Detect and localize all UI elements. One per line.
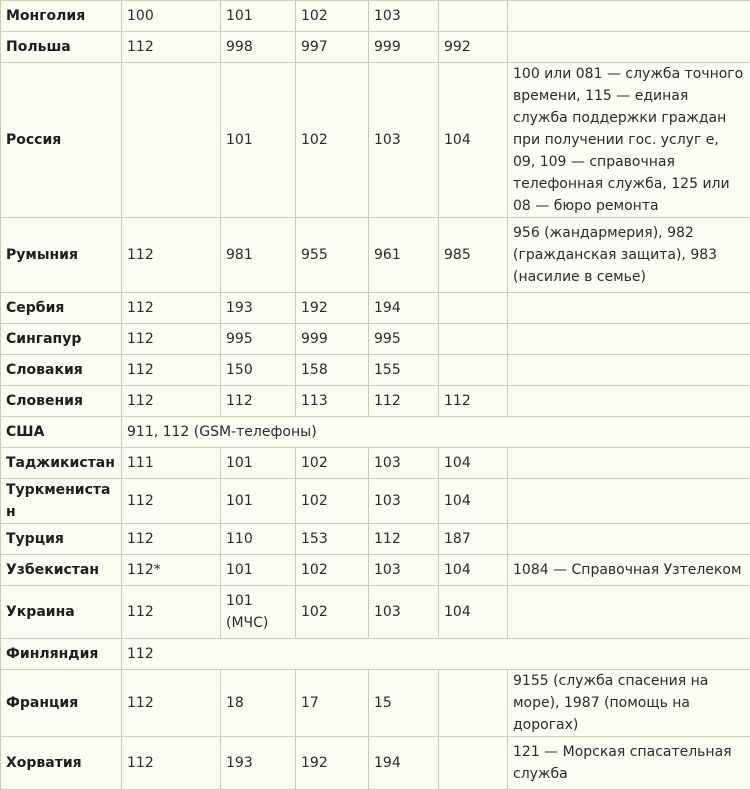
country-name: Словакия xyxy=(1,355,122,386)
note-cell: 121 — Морская спасательная служба xyxy=(508,737,750,790)
number-cell: 101 (МЧС) xyxy=(221,586,296,639)
number-cell: 104 xyxy=(439,555,508,586)
number-cell: 112 xyxy=(122,670,221,737)
country-name: Финляндия xyxy=(1,639,122,670)
number-cell: 112 xyxy=(122,32,221,63)
table-row xyxy=(1,417,750,448)
note-cell xyxy=(508,479,750,524)
number-cell: 192 xyxy=(296,293,369,324)
number-cell: 104 xyxy=(439,448,508,479)
number-cell: 103 xyxy=(369,1,439,32)
number-cell: 113 xyxy=(296,386,369,417)
table-row xyxy=(1,386,750,417)
number-cell xyxy=(439,670,508,737)
country-name: Туркменистан xyxy=(1,479,122,524)
table-row xyxy=(1,479,750,524)
number-cell: 192 xyxy=(296,737,369,790)
number-cell: 103 xyxy=(369,555,439,586)
note-cell xyxy=(508,324,750,355)
note-cell: 9155 (служба спасения на море), 1987 (помощь на дорогах) xyxy=(508,670,750,737)
number-cell: 955 xyxy=(296,218,369,293)
number-cell: 112 xyxy=(122,355,221,386)
number-cell xyxy=(439,1,508,32)
merged-number-cell: 112 xyxy=(122,639,750,670)
table-row xyxy=(1,293,750,324)
country-name: Румыния xyxy=(1,218,122,293)
number-cell: 112 xyxy=(122,324,221,355)
note-cell: 956 (жандармерия), 982 (гражданская защита), 983 (насилие в семье) xyxy=(508,218,750,293)
number-cell: 194 xyxy=(369,293,439,324)
number-cell: 103 xyxy=(369,479,439,524)
number-cell: 17 xyxy=(296,670,369,737)
country-name: Монголия xyxy=(1,1,122,32)
number-cell: 153 xyxy=(296,524,369,555)
number-cell: 995 xyxy=(369,324,439,355)
country-name: Турция xyxy=(1,524,122,555)
number-cell: 102 xyxy=(296,1,369,32)
country-name: Россия xyxy=(1,63,122,218)
number-cell xyxy=(439,355,508,386)
country-name: Хорватия xyxy=(1,737,122,790)
number-cell: 110 xyxy=(221,524,296,555)
number-cell: 104 xyxy=(439,63,508,218)
number-cell: 981 xyxy=(221,218,296,293)
number-cell: 112 xyxy=(221,386,296,417)
table-row xyxy=(1,218,750,293)
note-cell xyxy=(508,1,750,32)
number-cell: 193 xyxy=(221,737,296,790)
number-cell: 15 xyxy=(369,670,439,737)
number-cell: 985 xyxy=(439,218,508,293)
country-name: Сербия xyxy=(1,293,122,324)
number-cell: 187 xyxy=(439,524,508,555)
number-cell: 111 xyxy=(122,448,221,479)
country-name: Украина xyxy=(1,586,122,639)
note-cell xyxy=(508,524,750,555)
number-cell: 102 xyxy=(296,448,369,479)
country-name: Таджикистан xyxy=(1,448,122,479)
merged-number-cell: 911, 112 (GSM-телефоны) xyxy=(122,417,750,448)
table-row xyxy=(1,448,750,479)
number-cell: 102 xyxy=(296,555,369,586)
number-cell: 103 xyxy=(369,63,439,218)
number-cell xyxy=(439,324,508,355)
number-cell: 112 xyxy=(122,386,221,417)
number-cell: 101 xyxy=(221,1,296,32)
country-name: Словения xyxy=(1,386,122,417)
country-name: США xyxy=(1,417,122,448)
note-cell xyxy=(508,32,750,63)
number-cell: 961 xyxy=(369,218,439,293)
number-cell: 998 xyxy=(221,32,296,63)
number-cell: 158 xyxy=(296,355,369,386)
number-cell: 18 xyxy=(221,670,296,737)
number-cell: 101 xyxy=(221,479,296,524)
number-cell: 101 xyxy=(221,63,296,218)
number-cell xyxy=(439,737,508,790)
number-cell: 999 xyxy=(369,32,439,63)
number-cell: 112 xyxy=(439,386,508,417)
number-cell: 193 xyxy=(221,293,296,324)
number-cell: 194 xyxy=(369,737,439,790)
country-name: Польша xyxy=(1,32,122,63)
number-cell: 112 xyxy=(122,524,221,555)
note-cell xyxy=(508,293,750,324)
number-cell: 112 xyxy=(122,737,221,790)
note-cell xyxy=(508,386,750,417)
note-cell: 1084 — Справочная Узтелеком xyxy=(508,555,750,586)
country-name: Франция xyxy=(1,670,122,737)
number-cell xyxy=(122,63,221,218)
table-row xyxy=(1,524,750,555)
number-cell: 997 xyxy=(296,32,369,63)
table-row xyxy=(1,1,750,32)
number-cell: 102 xyxy=(296,63,369,218)
table-row xyxy=(1,670,750,737)
note-cell xyxy=(508,355,750,386)
number-cell: 112 xyxy=(122,586,221,639)
number-cell: 112 xyxy=(122,218,221,293)
number-cell: 112 xyxy=(369,524,439,555)
table-row xyxy=(1,355,750,386)
table-row xyxy=(1,639,750,670)
note-cell xyxy=(508,586,750,639)
number-cell xyxy=(439,293,508,324)
number-cell: 995 xyxy=(221,324,296,355)
number-cell: 102 xyxy=(296,586,369,639)
number-cell: 101 xyxy=(221,555,296,586)
number-cell: 104 xyxy=(439,479,508,524)
note-cell: 100 или 081 — служба точного времени, 115 — единая служба поддержки граждан при получении гос. услуг е, 09, 109 — справочная телефонная служба, 125 или 08 — бюро ремонта xyxy=(508,63,750,218)
number-cell: 112 xyxy=(369,386,439,417)
number-cell: 155 xyxy=(369,355,439,386)
number-cell: 112 xyxy=(122,293,221,324)
number-cell: 112* xyxy=(122,555,221,586)
number-cell: 103 xyxy=(369,586,439,639)
number-cell: 992 xyxy=(439,32,508,63)
number-cell: 999 xyxy=(296,324,369,355)
number-cell: 102 xyxy=(296,479,369,524)
table-row xyxy=(1,324,750,355)
number-cell: 100 xyxy=(122,1,221,32)
table-row xyxy=(1,586,750,639)
country-name: Сингапур xyxy=(1,324,122,355)
table-row xyxy=(1,555,750,586)
table-row xyxy=(1,737,750,790)
table-row xyxy=(1,63,750,218)
number-cell: 104 xyxy=(439,586,508,639)
country-name: Узбекистан xyxy=(1,555,122,586)
note-cell xyxy=(508,448,750,479)
number-cell: 103 xyxy=(369,448,439,479)
number-cell: 112 xyxy=(122,479,221,524)
number-cell: 150 xyxy=(221,355,296,386)
number-cell: 101 xyxy=(221,448,296,479)
table-row xyxy=(1,32,750,63)
